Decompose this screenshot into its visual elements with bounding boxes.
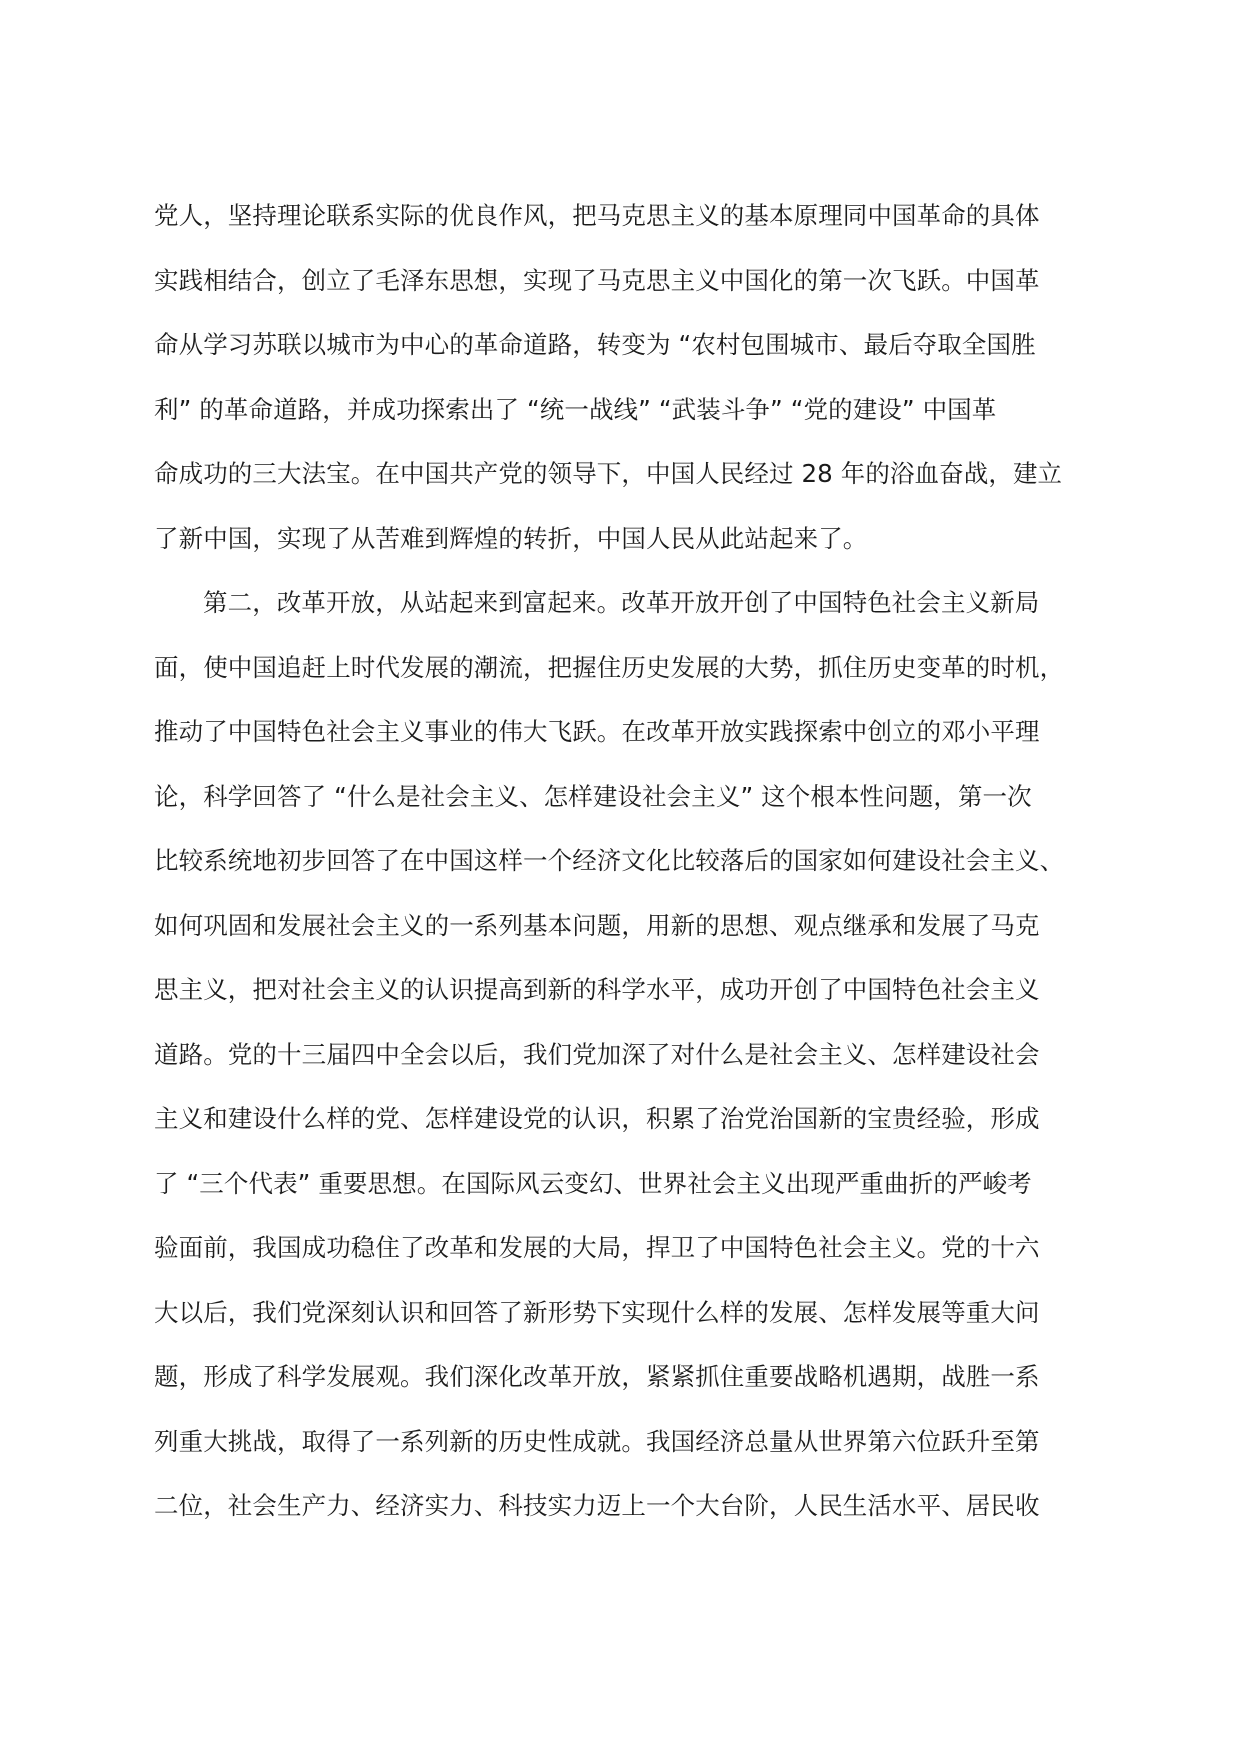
text-line: 主义和建设什么样的党、怎样建设党的认识，积累了治党治国新的宝贵经验，形成 <box>154 1104 1040 1133</box>
text-line: 了 “三个代表” 重要思想。在国际风云变幻、世界社会主义出现严重曲折的严峻考 <box>154 1168 1032 1198</box>
text-line: 了新中国，实现了从苦难到辉煌的转折，中国人民从此站起来了。 <box>154 523 868 553</box>
text-line: 比较系统地初步回答了在中国这样一个经济文化比较落后的国家如何建设社会主义、 <box>154 846 1065 875</box>
text-line: 实践相结合，创立了毛泽东思想，实现了马克思主义中国化的第一次飞跃。中国革 <box>154 265 1040 295</box>
body-text <box>154 184 1074 1539</box>
text-line: 论，科学回答了 “什么是社会主义、怎样建设社会主义” 这个根本性问题，第一次 <box>154 781 1032 811</box>
text-line: 列重大挑战，取得了一系列新的历史性成就。我国经济总量从世界第六位跃升至第 <box>154 1426 1040 1456</box>
text-line: 命成功的三大法宝。在中国共产党的领导下，中国人民经过 28 年的浴血奋战，建立 <box>154 459 1063 488</box>
text-line: 如何巩固和发展社会主义的一系列基本问题，用新的思想、观点继承和发展了马克 <box>154 910 1040 940</box>
text-line: 利” 的革命道路，并成功探索出了 “统一战线” “武装斗争” “党的建设” 中国革 <box>154 394 997 424</box>
text-line: 题，形成了科学发展观。我们深化改革开放，紧紧抓住重要战略机遇期，战胜一系 <box>154 1362 1040 1391</box>
text-line: 二位，社会生产力、经济实力、科技实力迈上一个大台阶，人民生活水平、居民收 <box>154 1491 1040 1520</box>
text-line: 思主义，把对社会主义的认识提高到新的科学水平，成功开创了中国特色社会主义 <box>154 975 1040 1004</box>
text-line: 道路。党的十三届四中全会以后，我们党加深了对什么是社会主义、怎样建设社会 <box>154 1039 1040 1069</box>
text-line: 命从学习苏联以城市为中心的革命道路，转变为 “农村包围城市、最后夺取全国胜 <box>154 330 1036 359</box>
text-line: 面，使中国追赶上时代发展的潮流，把握住历史发展的大势，抓住历史变革的时机， <box>154 652 1065 682</box>
paragraph-start-line: 第二，改革开放，从站起来到富起来。改革开放开创了中国特色社会主义新局 <box>203 588 1040 617</box>
text-line: 验面前，我国成功稳住了改革和发展的大局，捍卫了中国特色社会主义。党的十六 <box>154 1233 1040 1262</box>
text-line: 大以后，我们党深刻认识和回答了新形势下实现什么样的发展、怎样发展等重大问 <box>154 1297 1040 1327</box>
text-line: 党人，坚持理论联系实际的优良作风，把马克思主义的基本原理同中国革命的具体 <box>154 201 1040 230</box>
text-line: 推动了中国特色社会主义事业的伟大飞跃。在改革开放实践探索中创立的邓小平理 <box>154 717 1040 746</box>
